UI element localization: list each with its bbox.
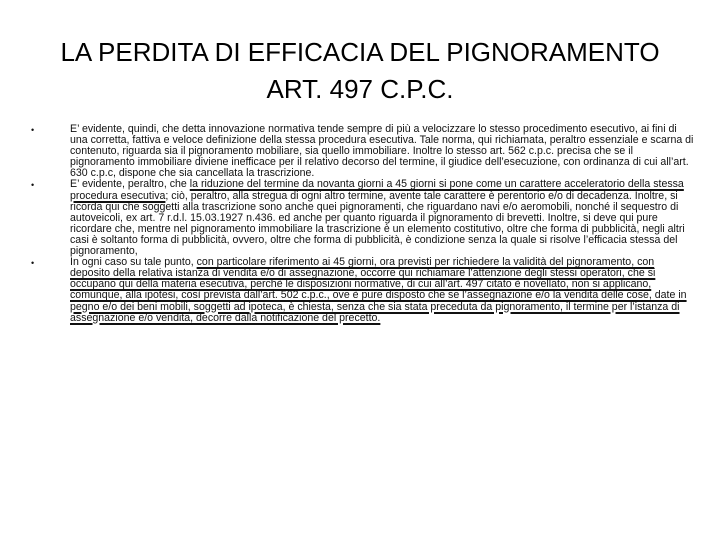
bullet-2-text-start: E’ evidente, peraltro, che xyxy=(70,178,190,191)
bullet-2-underlined-text: la riduzione del termine da novanta giorni a 45 giorni si pone come un carattere acceleratorio della stessa procedura esecutiva xyxy=(70,178,684,202)
bullet-1-text: E’ evidente, quindi, che detta innovazione normativa tende sempre di più a velocizzare lo stesso procedimento esecutivo, ai fini di una corretta, fattiva e veloce definizione della stessa procedura esecutiva. Tale norma, qui richiamata, peraltro essenziale e scarna di contenuto, riguarda sia il pignoramento mobiliare, sia quello immobiliare. Inoltre lo stesso art. 562 c.p.c. precisa che se il pignoramento immobiliare diviene inefficace per il relativo decorso del termine, il giudice dell’esecuzione, con ordinanza di cui all’art. 630 c.p.c, dispone che sia cancellata la trascrizione. xyxy=(70,123,694,180)
slide-title: LA PERDITA DI EFFICACIA DEL PIGNORAMENTO ART. 497 C.P.C. xyxy=(60,37,660,104)
bullet-3-underlined-text: con particolare riferimento ai 45 giorni, ora previsti per richiedere la validità del pignoramento, con deposito della relativa istanza di vendita e/o di assegnazione, occorre qui richiamare l’attenzione degli stessi operatori, che si occupano qui della materia esecutiva, perchè le disposizioni normative, di cui all’art. 497 citato è novellato, non si applicano, comunque, alla ipotesi, così prevista dall’art. 502 c.p.c., ove è pure disposto che se l’assegnazione e/o la vendita delle cose, date in pegno e/o dei beni mobili, soggetti ad ipoteca, è chiesta, senza che sia stata preceduta da pignoramento, il termine per l’istanza di assegnazione e/o vendita, decorre dalla notificazione del precetto. xyxy=(70,256,687,324)
bullet-3-text-start: In ogni caso su tale punto, xyxy=(70,256,197,269)
bullet-2-text-end: ; ciò, peraltro, alla stregua di ogni altro termine, avente tale carattere è perentorio e/o di decadenza. Inoltre, si ricorda qui che soggetti alla trascrizione sono anche quei pignoramenti, che riguardano navi e/o aeromobili, nonché il sequestro di autoveicoli, ex art. 7 r.d.l. 15.03.1927 n.436. ed anche per quanto riguarda il pignoramento di brevetti. Inoltre, si deve qui pure ricordare che, mentre nel pignoramento immobiliare la trascrizione è un elemento costitutivo, oltre che forma di pubblicità, negli altri casi è soltanto forma di pubblicità, ovvero, oltre che forma di pubblicità, è condizione senza la quale si risolve l’efficacia stessa del pignoramento, xyxy=(70,189,685,258)
bullet-item-3 xyxy=(20,257,696,324)
bullet-item-1 xyxy=(20,124,696,179)
bullet-dot-icon: • xyxy=(31,125,35,135)
bullet-dot-icon: • xyxy=(31,180,35,191)
bullet-list xyxy=(20,124,696,324)
bullet-dot-icon: • xyxy=(31,258,35,269)
bullet-item-2 xyxy=(20,179,696,257)
